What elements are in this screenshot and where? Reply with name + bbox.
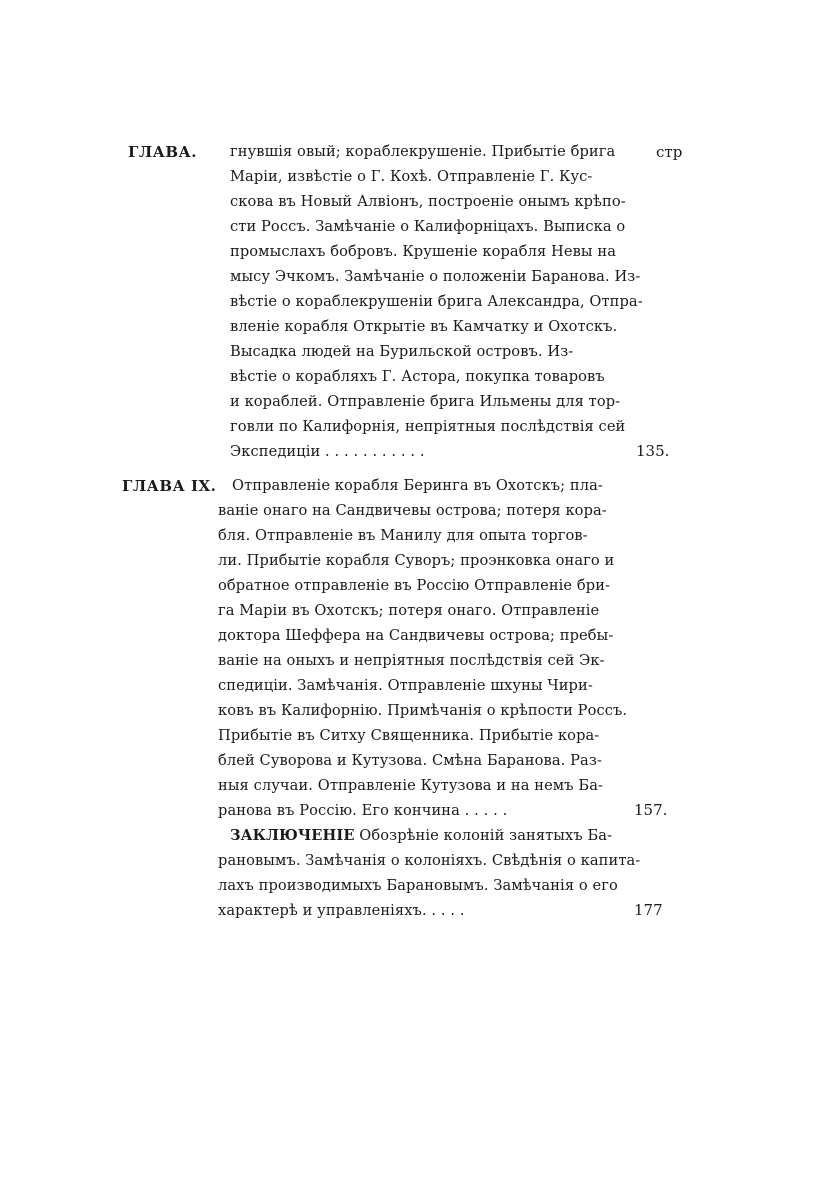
text-line: блей Суворова и Кутузова. Смѣна Баранова. Раз- [218, 752, 602, 769]
text-line: и кораблей. Отправленіе брига Ильмены для тор- [230, 393, 621, 410]
text-line: вѣстіе о кораблекрушеніи брига Александра, Отпра- [230, 293, 643, 310]
page-number: 157. [634, 801, 668, 819]
text-line: обратное отправленіе въ Россію Отправленіе бри- [218, 577, 611, 594]
text-line: сти Россъ. Замѣчаніе о Калифорніцахъ. Выписка о [230, 218, 626, 235]
page-number: 135. [636, 442, 670, 460]
text-line: доктора Шеффера на Сандвичевы острова; пребы- [218, 627, 614, 644]
text-line: бля. Отправленіе въ Манилу для опыта торгов- [218, 527, 588, 544]
text-line: мысу Эчкомъ. Замѣчаніе о положеніи Баранова. Из- [230, 268, 641, 285]
text-line: ЗАКЛЮЧЕНІЕ Обозрѣніе колоній занятыхъ Ба- [230, 827, 613, 844]
text-line: спедиціи. Замѣчанія. Отправленіе шхуны Чири- [218, 677, 593, 694]
text-line: ваніе онаго на Сандвичевы острова; потеря кора- [218, 502, 607, 519]
text-line: га Маріи въ Охотскъ; потеря онаго. Отправленіе [218, 602, 600, 619]
text-line: ковъ въ Калифорнію. Примѣчанія о крѣпости Россъ. [218, 702, 628, 719]
text-line: рановымъ. Замѣчанія о колоніяхъ. Свѣдѣнія о капита- [218, 852, 641, 869]
text-line: ваніе на оныхъ и непріятныя послѣдствія сей Эк- [218, 652, 605, 669]
text-line: ныя случаи. Отправленіе Кутузова и на немъ Ба- [218, 777, 604, 794]
text-line: гнувшія овый; кораблекрушеніе. Прибытіе брига [230, 143, 616, 160]
text-line: говли по Калифорнія, непріятныя послѣдствія сей [230, 418, 626, 435]
text-line: вленіе корабля Открытіе въ Камчатку и Охотскъ. [230, 318, 618, 335]
text-line: вѣстіе о корабляхъ Г. Астора, покупка товаровъ [230, 368, 605, 385]
text-line: Экспедиціи . . . . . . . . . . . [230, 443, 425, 460]
text-line: характерѣ и управленіяхъ. . . . . [218, 902, 465, 919]
text-line: Высадка людей на Бурильской островъ. Из- [230, 343, 574, 360]
conclusion-heading: ЗАКЛЮЧЕНІЕ [230, 827, 355, 844]
page-column-header: стр [656, 143, 683, 161]
text-line: промыслахъ бобровъ. Крушеніе корабля Невы на [230, 243, 616, 260]
text-line: Маріи, извѣстіе о Г. Кохѣ. Отправленіе Г. Кус- [230, 168, 593, 185]
text-line: Прибытіе въ Ситху Священника. Прибытіе кора- [218, 727, 600, 744]
text-line: ли. Прибытіе корабля Суворъ; проэнковка онаго и [218, 552, 615, 569]
chapter-label: ГЛАВА. [128, 143, 197, 161]
page-number: 177 [634, 901, 663, 919]
chapter-label: ГЛАВА IX. [122, 477, 217, 495]
text-line: лахъ производимыхъ Барановымъ. Замѣчанія о его [218, 877, 618, 894]
text-line: Отправленіе корабля Беринга въ Охотскъ; пла- [232, 477, 603, 494]
text-line: ранова въ Россію. Его кончина . . . . . [218, 802, 508, 819]
text-line: скова въ Новый Алвіонъ, построеніе онымъ крѣпо- [230, 193, 626, 210]
